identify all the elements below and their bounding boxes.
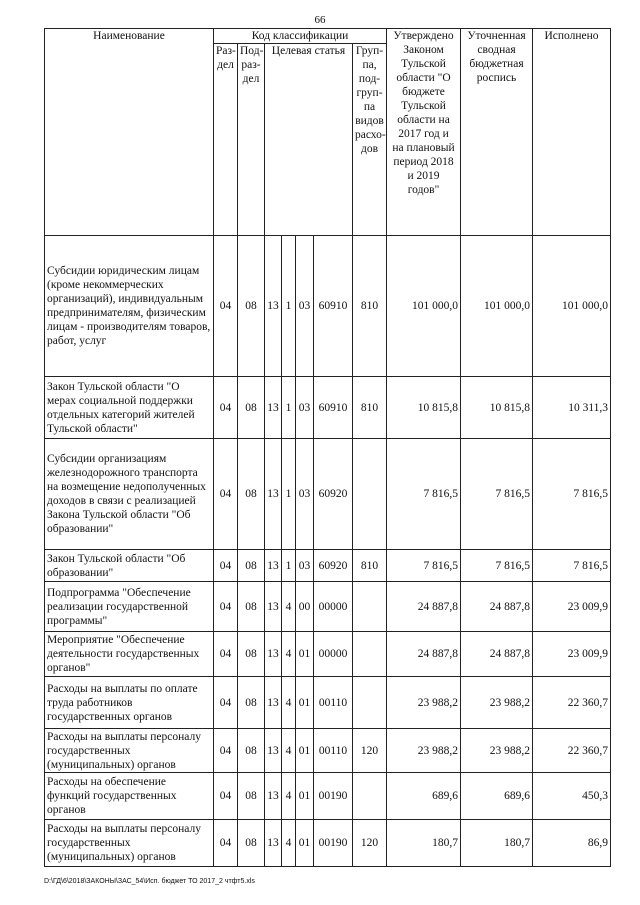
table-row [45,820,611,867]
row-cs-program: 13 [265,773,282,820]
row-name: Закон Тульской области "О мерах социальной поддержки отдельных категорий жителей Тульской области" [45,377,214,439]
header-approved: Утверждено Законом Тульской области "О бюджете Тульской области на 2017 год и на плановый период 2018 и 2019 годов" [387,29,461,236]
row-executed: 10 311,3 [533,377,611,439]
row-podrazdel: 08 [238,773,265,820]
header-section: Раз- дел [214,44,238,236]
row-cs-subprogram: 4 [282,729,296,773]
row-cs-program: 13 [265,582,282,632]
row-cs-program: 13 [265,820,282,867]
row-cs-event: 03 [296,439,314,550]
row-cs-subprogram: 4 [282,820,296,867]
row-cs-subprogram: 1 [282,439,296,550]
row-executed: 23 009,9 [533,632,611,677]
row-executed: 22 360,7 [533,729,611,773]
row-name: Расходы на выплаты персоналу государственных (муниципальных) органов [45,820,214,867]
row-approved: 180,7 [387,820,461,867]
row-cs-subprogram: 4 [282,773,296,820]
row-executed: 101 000,0 [533,236,611,377]
row-refined: 24 887,8 [461,582,533,632]
row-executed: 23 009,9 [533,582,611,632]
table-row [45,773,611,820]
page-number: 66 [314,14,326,26]
row-razdel: 04 [214,773,238,820]
row-razdel: 04 [214,377,238,439]
row-podrazdel: 08 [238,677,265,729]
header-subsection: Под- раз- дел [238,44,265,236]
row-name: Подпрограмма "Обеспечение реализации государственной программы" [45,582,214,632]
row-approved: 24 887,8 [387,632,461,677]
table-row [45,582,611,632]
row-executed: 7 816,5 [533,550,611,582]
row-podrazdel: 08 [238,550,265,582]
row-cs-subprogram: 4 [282,582,296,632]
row-cs-direction: 00190 [314,773,353,820]
row-cs-direction: 60920 [314,550,353,582]
row-approved: 7 816,5 [387,550,461,582]
row-razdel: 04 [214,820,238,867]
row-refined: 24 887,8 [461,632,533,677]
row-cs-direction: 60920 [314,439,353,550]
row-razdel: 04 [214,677,238,729]
row-podrazdel: 08 [238,632,265,677]
row-cs-direction: 00000 [314,582,353,632]
header-executed: Исполнено [533,29,611,236]
row-podrazdel: 08 [238,236,265,377]
row-cs-program: 13 [265,377,282,439]
row-cs-program: 13 [265,677,282,729]
row-expense-group: 810 [353,236,387,377]
table-row [45,632,611,677]
row-approved: 23 988,2 [387,677,461,729]
row-cs-event: 01 [296,820,314,867]
row-cs-direction: 00110 [314,677,353,729]
row-cs-direction: 60910 [314,236,353,377]
row-razdel: 04 [214,550,238,582]
table-row [45,729,611,773]
row-cs-program: 13 [265,550,282,582]
row-approved: 689,6 [387,773,461,820]
row-executed: 86,9 [533,820,611,867]
row-razdel: 04 [214,439,238,550]
row-cs-direction: 00110 [314,729,353,773]
row-cs-event: 03 [296,377,314,439]
row-cs-event: 00 [296,582,314,632]
row-cs-program: 13 [265,236,282,377]
row-name: Мероприятие "Обеспечение деятельности государственных органов" [45,632,214,677]
row-razdel: 04 [214,236,238,377]
row-expense-group: 810 [353,550,387,582]
row-razdel: 04 [214,729,238,773]
row-cs-subprogram: 1 [282,550,296,582]
row-name: Расходы на выплаты персоналу государственных (муниципальных) органов [45,729,214,773]
row-approved: 101 000,0 [387,236,461,377]
row-expense-group [353,677,387,729]
row-cs-subprogram: 4 [282,677,296,729]
row-expense-group [353,773,387,820]
row-name: Расходы на выплаты по оплате труда работников государственных органов [45,677,214,729]
row-refined: 23 988,2 [461,677,533,729]
row-cs-direction: 60910 [314,377,353,439]
row-cs-event: 03 [296,550,314,582]
table-row [45,439,611,550]
row-cs-program: 13 [265,439,282,550]
row-cs-event: 03 [296,236,314,377]
row-cs-subprogram: 4 [282,632,296,677]
file-path-footer: D:\ГД\6\2018\ЗАКОНЫ\ЗАС_54\Исп. бюджет ТО 2017_2 чтфт5.xls [44,878,255,885]
row-cs-event: 01 [296,677,314,729]
table-row [45,236,611,377]
row-expense-group [353,632,387,677]
row-expense-group [353,582,387,632]
row-name: Субсидии юридическим лицам (кроме некоммерческих организаций), индивидуальным предпринимателям, физическим лицам - производителям товаров, работ, услуг [45,236,214,377]
table-row [45,377,611,439]
row-podrazdel: 08 [238,439,265,550]
row-refined: 10 815,8 [461,377,533,439]
row-executed: 22 360,7 [533,677,611,729]
row-cs-subprogram: 1 [282,377,296,439]
header-classification-code: Код классификации [214,29,387,44]
header-expense-group: Груп- па, под- груп- па видов расхо- дов [353,44,387,236]
row-expense-group: 120 [353,729,387,773]
row-refined: 23 988,2 [461,729,533,773]
header-name: Наименование [45,29,214,236]
row-cs-event: 01 [296,729,314,773]
row-podrazdel: 08 [238,729,265,773]
row-cs-program: 13 [265,729,282,773]
row-name: Расходы на обеспечение функций государственных органов [45,773,214,820]
row-cs-subprogram: 1 [282,236,296,377]
header-target-article: Целевая статья [265,44,353,236]
row-podrazdel: 08 [238,582,265,632]
row-expense-group: 120 [353,820,387,867]
row-name: Закон Тульской области "Об образовании" [45,550,214,582]
row-refined: 180,7 [461,820,533,867]
row-podrazdel: 08 [238,377,265,439]
table-row [45,550,611,582]
budget-table [44,28,611,867]
header-row-top [45,29,611,44]
row-approved: 24 887,8 [387,582,461,632]
row-executed: 450,3 [533,773,611,820]
header-refined: Уточненная сводная бюджетная роспись [461,29,533,236]
row-cs-event: 01 [296,632,314,677]
row-refined: 689,6 [461,773,533,820]
row-razdel: 04 [214,632,238,677]
row-expense-group [353,439,387,550]
row-approved: 7 816,5 [387,439,461,550]
row-cs-program: 13 [265,632,282,677]
row-expense-group: 810 [353,377,387,439]
row-refined: 7 816,5 [461,439,533,550]
row-refined: 101 000,0 [461,236,533,377]
row-cs-direction: 00000 [314,632,353,677]
row-approved: 10 815,8 [387,377,461,439]
row-cs-event: 01 [296,773,314,820]
row-approved: 23 988,2 [387,729,461,773]
table-row [45,677,611,729]
row-refined: 7 816,5 [461,550,533,582]
row-podrazdel: 08 [238,820,265,867]
row-executed: 7 816,5 [533,439,611,550]
row-razdel: 04 [214,582,238,632]
row-cs-direction: 00190 [314,820,353,867]
row-name: Субсидии организациям железнодорожного транспорта на возмещение недополученных доходов в связи с реализацией Закона Тульской области "Об образовании" [45,439,214,550]
